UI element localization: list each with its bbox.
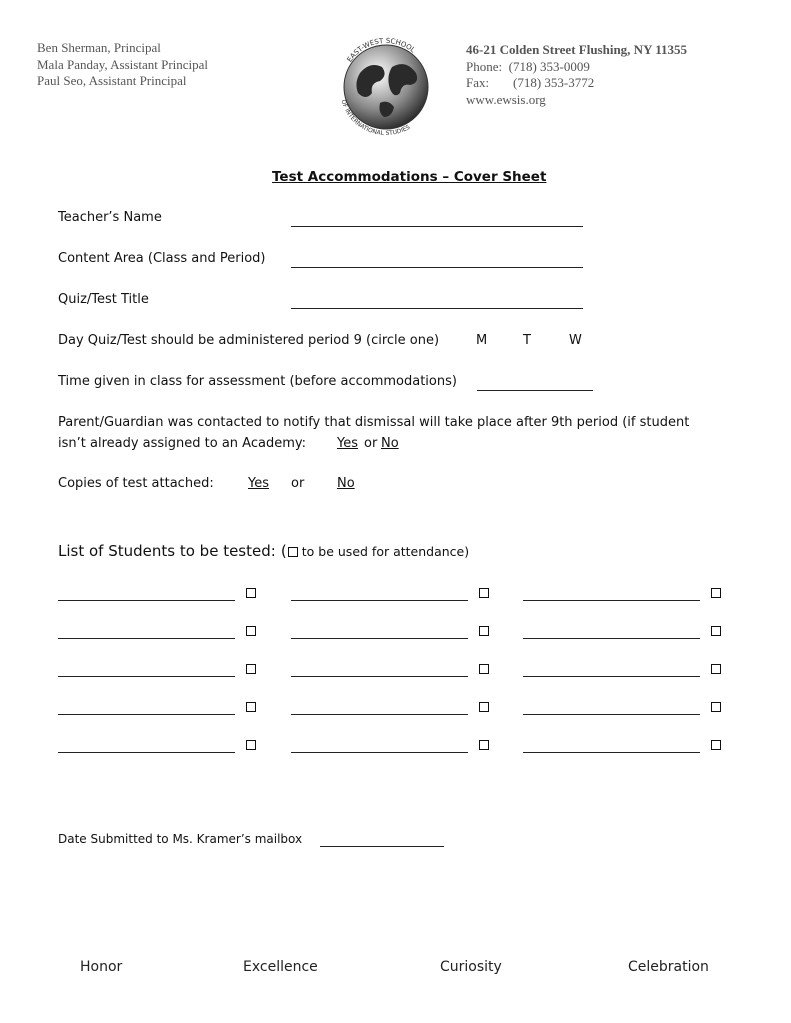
attendance-checkbox[interactable] xyxy=(246,740,256,750)
school-contact xyxy=(466,42,687,108)
logo-top-text: EAST-WEST SCHOOL xyxy=(345,36,417,64)
date-submitted-label: Date Submitted to Ms. Kramer’s mailbox xyxy=(58,832,303,846)
attendance-checkbox[interactable] xyxy=(479,664,489,674)
students-heading-text: List of Students to be tested: xyxy=(58,542,276,560)
day-option-t[interactable]: T xyxy=(523,333,531,348)
student-name-field[interactable] xyxy=(523,752,700,753)
attendance-checkbox[interactable] xyxy=(711,626,721,636)
attendance-checkbox[interactable] xyxy=(711,664,721,674)
parent-contact-line1: Parent/Guardian was contacted to notify that dismissal will take place after 9th period (if student xyxy=(58,415,690,430)
fax-label: Fax: xyxy=(466,75,490,90)
copies-attached-label: Copies of test attached: xyxy=(58,476,214,491)
time-given-label: Time given in class for assessment (before accommodations) xyxy=(58,374,457,389)
attendance-checkbox[interactable] xyxy=(246,702,256,712)
student-name-field[interactable] xyxy=(291,676,468,677)
student-name-field[interactable] xyxy=(58,752,235,753)
student-name-field[interactable] xyxy=(291,638,468,639)
school-logo xyxy=(330,33,442,137)
attendance-checkbox[interactable] xyxy=(711,702,721,712)
parent-contact-line2: isn’t already assigned to an Academy: xyxy=(58,436,307,451)
attendance-checkbox[interactable] xyxy=(479,626,489,636)
day-option-m[interactable]: M xyxy=(476,333,488,348)
student-name-field[interactable] xyxy=(58,676,235,677)
staff-list xyxy=(37,40,208,90)
attendance-checkbox[interactable] xyxy=(246,626,256,636)
footer-value-honor: Honor xyxy=(80,959,123,975)
time-given-field[interactable] xyxy=(477,390,593,391)
parent-contact-no[interactable]: No xyxy=(381,436,399,451)
phone-number: (718) 353-0009 xyxy=(508,58,590,74)
fax-number: (718) 353-3772 xyxy=(513,75,595,90)
student-name-field[interactable] xyxy=(291,600,468,601)
students-note-open: ( xyxy=(280,542,287,560)
student-name-field[interactable] xyxy=(523,676,700,677)
page-title: Test Accommodations – Cover Sheet xyxy=(272,169,547,185)
footer-value-celebration: Celebration xyxy=(628,959,709,975)
attendance-checkbox[interactable] xyxy=(711,740,721,750)
student-name-field[interactable] xyxy=(523,638,700,639)
student-name-field[interactable] xyxy=(523,600,700,601)
copies-no[interactable]: No xyxy=(337,476,355,491)
content-area-label: Content Area (Class and Period) xyxy=(58,251,266,266)
attendance-checkbox-icon xyxy=(288,547,298,557)
student-list xyxy=(58,590,728,780)
parent-contact-yes[interactable]: Yes xyxy=(337,436,358,451)
footer-value-excellence: Excellence xyxy=(243,959,318,975)
staff-assistant-principal-2: Paul Seo, Assistant Principal xyxy=(37,73,187,88)
copies-yes[interactable]: Yes xyxy=(248,476,269,491)
student-name-field[interactable] xyxy=(58,600,235,601)
footer-value-curiosity: Curiosity xyxy=(440,959,502,975)
quiz-title-field[interactable] xyxy=(291,308,583,309)
school-address: 46-21 Colden Street Flushing, NY 11355 xyxy=(466,42,688,57)
students-heading xyxy=(58,541,469,560)
teacher-name-field[interactable] xyxy=(291,226,583,227)
fax-row xyxy=(466,75,687,92)
school-website: www.ewsis.org xyxy=(466,91,546,107)
student-name-field[interactable] xyxy=(58,714,235,715)
copies-or: or xyxy=(291,476,305,491)
staff-principal: Ben Sherman, Principal xyxy=(37,40,161,55)
student-name-field[interactable] xyxy=(58,638,235,639)
day-option-w[interactable]: W xyxy=(569,333,582,348)
attendance-checkbox[interactable] xyxy=(246,664,256,674)
phone-row xyxy=(466,59,687,76)
content-area-field[interactable] xyxy=(291,267,583,268)
parent-contact-or: or xyxy=(364,436,378,451)
student-name-field[interactable] xyxy=(291,752,468,753)
staff-assistant-principal-1: Mala Panday, Assistant Principal xyxy=(37,56,209,72)
student-name-field[interactable] xyxy=(291,714,468,715)
attendance-checkbox[interactable] xyxy=(479,740,489,750)
day-prompt: Day Quiz/Test should be administered period 9 (circle one) xyxy=(58,333,440,348)
student-name-field[interactable] xyxy=(523,714,700,715)
teacher-name-label: Teacher’s Name xyxy=(58,210,162,225)
attendance-checkbox[interactable] xyxy=(246,588,256,598)
students-note: to be used for attendance) xyxy=(301,544,470,559)
date-submitted-field[interactable] xyxy=(320,846,444,847)
attendance-checkbox[interactable] xyxy=(479,702,489,712)
logo-bottom-text: OF INTERNATIONAL STUDIES xyxy=(339,98,412,137)
phone-label: Phone: xyxy=(466,58,503,74)
quiz-title-label: Quiz/Test Title xyxy=(58,292,149,307)
attendance-checkbox[interactable] xyxy=(711,588,721,598)
attendance-checkbox[interactable] xyxy=(479,588,489,598)
